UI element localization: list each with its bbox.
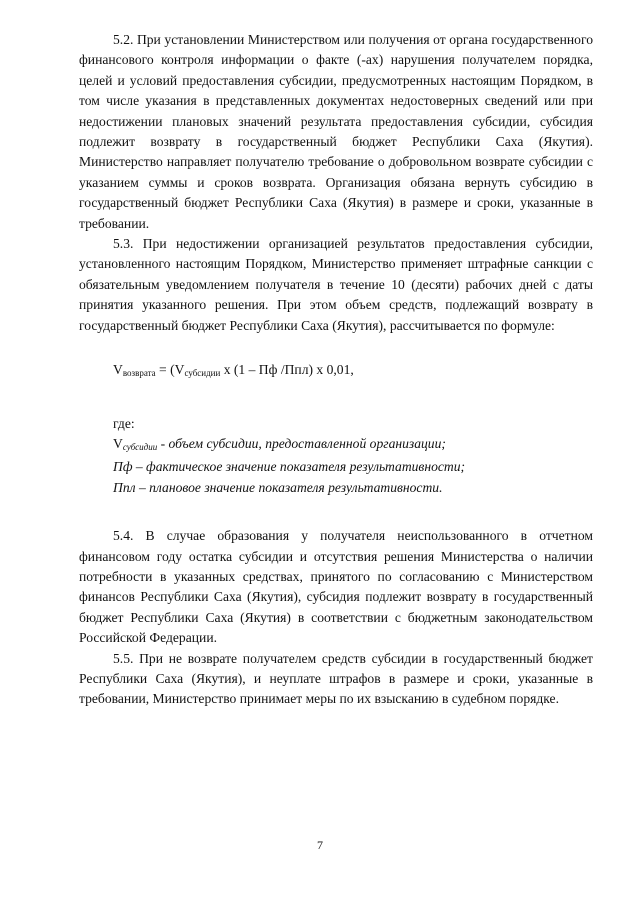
formula-legend xyxy=(113,414,593,499)
legend-ppl: Ппл – плановое значение показателя результативности. xyxy=(113,479,443,495)
paragraph-5-3: 5.3. При недостижении организацией результатов предоставления субсидии, установленного настоящим Порядком, Министерство применяет штрафные санкции с обязательным уведомлением получателя в течение 10 (десяти) рабочих дней с даты принятия указанного решения. При этом объем средств, подлежащий возврату в государственный бюджет Республики Саха (Якутия), рассчитывается по формуле: xyxy=(79,236,593,333)
document-page xyxy=(79,30,593,710)
refund-formula xyxy=(113,360,593,383)
paragraph-5-5: 5.5. При не возврате получателем средств субсидии в государственный бюджет Республики Саха (Якутия), и неуплате штрафов в размере и сроки, указанные в требовании, Министерство принимает меры по их взысканию в судебном порядке. xyxy=(79,650,593,707)
paragraph-5-4: 5.4. В случае образования у получателя неиспользованного в отчетном финансовом году остатка субсидии и отсутствия решения Министерства о наличии потребности в указанных средствах, принятого по согласованию с Министерством финансов Республики Саха (Якутия), субсидия подлежит возврату в государственный бюджет Республики Саха (Якутия) в соответствии с бюджетным законодательством Российской Федерации. xyxy=(79,528,593,646)
formula-rhs-subscript: субсидии xyxy=(184,368,221,379)
page-number: 7 xyxy=(317,838,323,852)
legend-v-subsidy xyxy=(113,434,593,457)
legend-label: где: xyxy=(113,415,135,431)
legend-v-description: - объем субсидии, предоставленной организации; xyxy=(157,435,446,451)
legend-v-subscript: субсидии xyxy=(122,441,158,452)
legend-v-symbol: V xyxy=(113,435,123,451)
formula-lhs-subscript: возврата xyxy=(122,368,156,379)
spacer xyxy=(79,498,593,526)
formula-equals: = (V xyxy=(155,362,185,378)
legend-pf: Пф – фактическое значение показателя результативности; xyxy=(113,459,466,475)
paragraph-5-2: 5.2. При установлении Министерством или получения от органа государственного финансового контроля информации о факте (-ах) нарушения получателем порядка, целей и условий предоставления субсидии, предусмотренных настоящим Порядком, в том числе указания в представленных документах недостоверных сведений или при недостижении плановых значений результата предоставления субсидии, субсидия подлежит возврату в государственный бюджет Республики Саха (Якутия). Министерство направляет получателю требование о добровольном возврате субсидии с указанием суммы и сроков возврата. Организация обязана вернуть субсидию в государственный бюджет Республики Саха (Якутия) в размере и сроки, указанные в требовании. xyxy=(79,32,593,231)
formula-rest: x (1 – Пф /Ппл) x 0,01, xyxy=(220,362,354,378)
formula-lhs-symbol: V xyxy=(113,362,123,378)
